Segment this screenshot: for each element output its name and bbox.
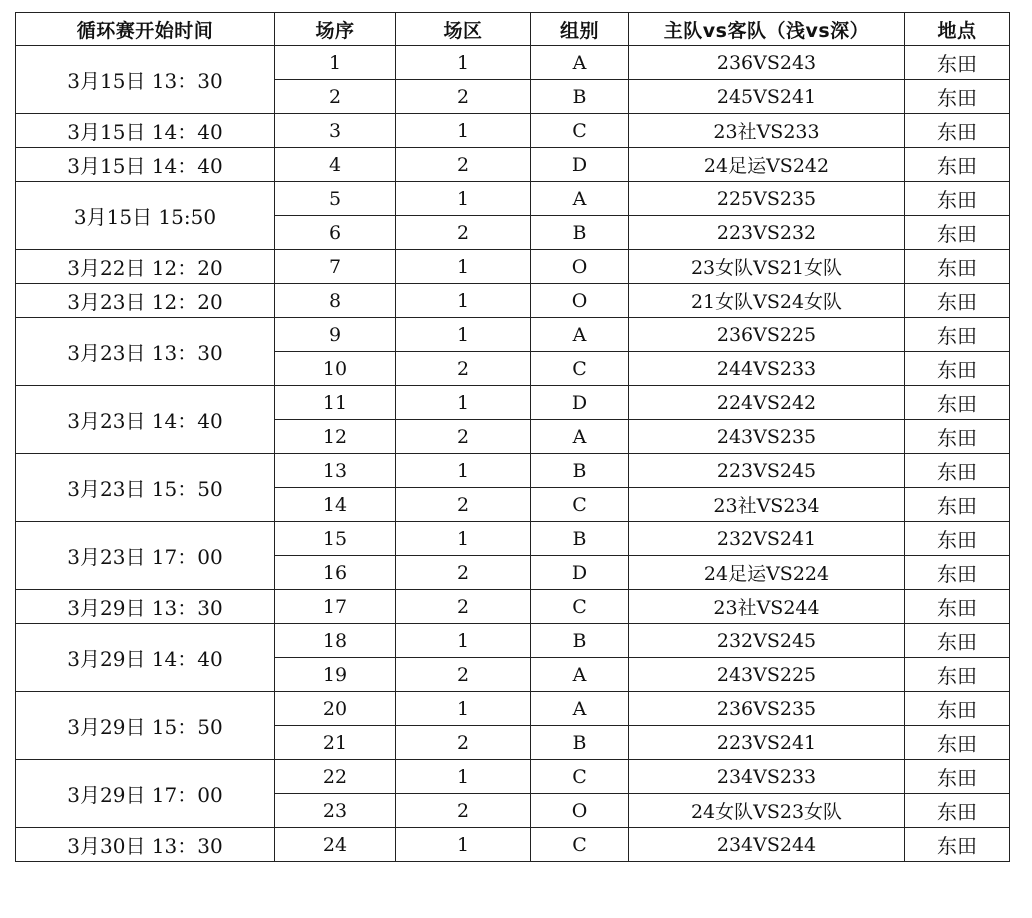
court-cell: 1 [396, 114, 531, 148]
location-cell: 东田 [905, 556, 1010, 590]
location-cell: 东田 [905, 828, 1010, 862]
court-cell: 2 [396, 80, 531, 114]
schedule-table [15, 12, 1010, 862]
matchup-cell: 234VS244 [629, 828, 905, 862]
location-cell: 东田 [905, 352, 1010, 386]
group-cell: B [531, 522, 629, 556]
header-court: 场区 [396, 13, 531, 46]
matchup-cell: 232VS245 [629, 624, 905, 658]
group-cell: C [531, 760, 629, 794]
match-order-cell: 5 [275, 182, 396, 216]
location-cell: 东田 [905, 794, 1010, 828]
location-cell: 东田 [905, 658, 1010, 692]
match-order-cell: 17 [275, 590, 396, 624]
table-row [16, 114, 1010, 148]
location-cell: 东田 [905, 692, 1010, 726]
start-time-cell: 3月23日 17：00 [16, 522, 275, 590]
match-order-cell: 2 [275, 80, 396, 114]
court-cell: 1 [396, 828, 531, 862]
matchup-cell: 232VS241 [629, 522, 905, 556]
group-cell: B [531, 216, 629, 250]
match-order-cell: 4 [275, 148, 396, 182]
match-order-cell: 18 [275, 624, 396, 658]
group-cell: D [531, 386, 629, 420]
location-cell: 东田 [905, 386, 1010, 420]
location-cell: 东田 [905, 624, 1010, 658]
match-order-cell: 14 [275, 488, 396, 522]
group-cell: D [531, 556, 629, 590]
location-cell: 东田 [905, 250, 1010, 284]
matchup-cell: 225VS235 [629, 182, 905, 216]
table-row [16, 318, 1010, 352]
start-time-cell: 3月15日 14：40 [16, 148, 275, 182]
group-cell: B [531, 80, 629, 114]
group-cell: D [531, 148, 629, 182]
group-cell: B [531, 454, 629, 488]
start-time-cell: 3月29日 13：30 [16, 590, 275, 624]
matchup-cell: 223VS232 [629, 216, 905, 250]
matchup-cell: 224VS242 [629, 386, 905, 420]
table-row [16, 386, 1010, 420]
matchup-cell: 245VS241 [629, 80, 905, 114]
court-cell: 1 [396, 318, 531, 352]
matchup-cell: 223VS245 [629, 454, 905, 488]
start-time-cell: 3月23日 13：30 [16, 318, 275, 386]
matchup-cell: 24足运VS242 [629, 148, 905, 182]
matchup-cell: 234VS233 [629, 760, 905, 794]
header-location: 地点 [905, 13, 1010, 46]
match-order-cell: 19 [275, 658, 396, 692]
group-cell: A [531, 692, 629, 726]
start-time-cell: 3月15日 13：30 [16, 46, 275, 114]
court-cell: 2 [396, 148, 531, 182]
start-time-cell: 3月15日 15:50 [16, 182, 275, 250]
header-home-vs-away: 主队vs客队（浅vs深） [629, 13, 905, 46]
location-cell: 东田 [905, 80, 1010, 114]
schedule-body [16, 46, 1010, 862]
match-order-cell: 3 [275, 114, 396, 148]
court-cell: 1 [396, 454, 531, 488]
group-cell: O [531, 284, 629, 318]
table-row [16, 760, 1010, 794]
table-row [16, 828, 1010, 862]
table-row [16, 46, 1010, 80]
group-cell: C [531, 114, 629, 148]
location-cell: 东田 [905, 114, 1010, 148]
court-cell: 2 [396, 216, 531, 250]
header-group: 组别 [531, 13, 629, 46]
match-order-cell: 1 [275, 46, 396, 80]
matchup-cell: 24足运VS224 [629, 556, 905, 590]
header-match-order: 场序 [275, 13, 396, 46]
table-row [16, 284, 1010, 318]
location-cell: 东田 [905, 46, 1010, 80]
match-order-cell: 13 [275, 454, 396, 488]
match-order-cell: 24 [275, 828, 396, 862]
group-cell: O [531, 794, 629, 828]
start-time-cell: 3月29日 17：00 [16, 760, 275, 828]
court-cell: 2 [396, 658, 531, 692]
match-order-cell: 21 [275, 726, 396, 760]
match-order-cell: 6 [275, 216, 396, 250]
location-cell: 东田 [905, 148, 1010, 182]
header-start-time: 循环赛开始时间 [16, 13, 275, 46]
start-time-cell: 3月23日 14：40 [16, 386, 275, 454]
match-order-cell: 7 [275, 250, 396, 284]
matchup-cell: 236VS243 [629, 46, 905, 80]
group-cell: B [531, 726, 629, 760]
match-order-cell: 10 [275, 352, 396, 386]
group-cell: A [531, 182, 629, 216]
group-cell: A [531, 318, 629, 352]
court-cell: 2 [396, 420, 531, 454]
group-cell: A [531, 658, 629, 692]
table-row [16, 522, 1010, 556]
match-order-cell: 22 [275, 760, 396, 794]
court-cell: 1 [396, 760, 531, 794]
location-cell: 东田 [905, 454, 1010, 488]
header-row [16, 13, 1010, 46]
matchup-cell: 23社VS233 [629, 114, 905, 148]
court-cell: 2 [396, 352, 531, 386]
matchup-cell: 243VS235 [629, 420, 905, 454]
matchup-cell: 236VS225 [629, 318, 905, 352]
location-cell: 东田 [905, 522, 1010, 556]
table-row [16, 624, 1010, 658]
matchup-cell: 24女队VS23女队 [629, 794, 905, 828]
group-cell: O [531, 250, 629, 284]
matchup-cell: 23女队VS21女队 [629, 250, 905, 284]
table-row [16, 182, 1010, 216]
location-cell: 东田 [905, 488, 1010, 522]
group-cell: B [531, 624, 629, 658]
start-time-cell: 3月23日 15：50 [16, 454, 275, 522]
match-order-cell: 23 [275, 794, 396, 828]
court-cell: 1 [396, 522, 531, 556]
table-row [16, 692, 1010, 726]
court-cell: 1 [396, 692, 531, 726]
location-cell: 东田 [905, 182, 1010, 216]
court-cell: 2 [396, 794, 531, 828]
group-cell: C [531, 590, 629, 624]
start-time-cell: 3月23日 12：20 [16, 284, 275, 318]
group-cell: C [531, 352, 629, 386]
location-cell: 东田 [905, 590, 1010, 624]
match-order-cell: 16 [275, 556, 396, 590]
match-order-cell: 12 [275, 420, 396, 454]
matchup-cell: 243VS225 [629, 658, 905, 692]
match-order-cell: 20 [275, 692, 396, 726]
matchup-cell: 21女队VS24女队 [629, 284, 905, 318]
location-cell: 东田 [905, 420, 1010, 454]
match-order-cell: 15 [275, 522, 396, 556]
matchup-cell: 23社VS244 [629, 590, 905, 624]
matchup-cell: 244VS233 [629, 352, 905, 386]
match-order-cell: 8 [275, 284, 396, 318]
match-order-cell: 11 [275, 386, 396, 420]
matchup-cell: 223VS241 [629, 726, 905, 760]
court-cell: 1 [396, 284, 531, 318]
group-cell: C [531, 828, 629, 862]
location-cell: 东田 [905, 318, 1010, 352]
start-time-cell: 3月30日 13：30 [16, 828, 275, 862]
court-cell: 2 [396, 556, 531, 590]
start-time-cell: 3月15日 14：40 [16, 114, 275, 148]
matchup-cell: 23社VS234 [629, 488, 905, 522]
court-cell: 1 [396, 182, 531, 216]
match-order-cell: 9 [275, 318, 396, 352]
court-cell: 2 [396, 488, 531, 522]
table-row [16, 590, 1010, 624]
location-cell: 东田 [905, 726, 1010, 760]
location-cell: 东田 [905, 284, 1010, 318]
matchup-cell: 236VS235 [629, 692, 905, 726]
start-time-cell: 3月29日 15：50 [16, 692, 275, 760]
group-cell: C [531, 488, 629, 522]
court-cell: 1 [396, 250, 531, 284]
court-cell: 2 [396, 590, 531, 624]
location-cell: 东田 [905, 760, 1010, 794]
court-cell: 1 [396, 46, 531, 80]
start-time-cell: 3月29日 14：40 [16, 624, 275, 692]
group-cell: A [531, 46, 629, 80]
court-cell: 1 [396, 386, 531, 420]
table-row [16, 250, 1010, 284]
start-time-cell: 3月22日 12：20 [16, 250, 275, 284]
location-cell: 东田 [905, 216, 1010, 250]
table-row [16, 148, 1010, 182]
court-cell: 2 [396, 726, 531, 760]
group-cell: A [531, 420, 629, 454]
table-row [16, 454, 1010, 488]
court-cell: 1 [396, 624, 531, 658]
